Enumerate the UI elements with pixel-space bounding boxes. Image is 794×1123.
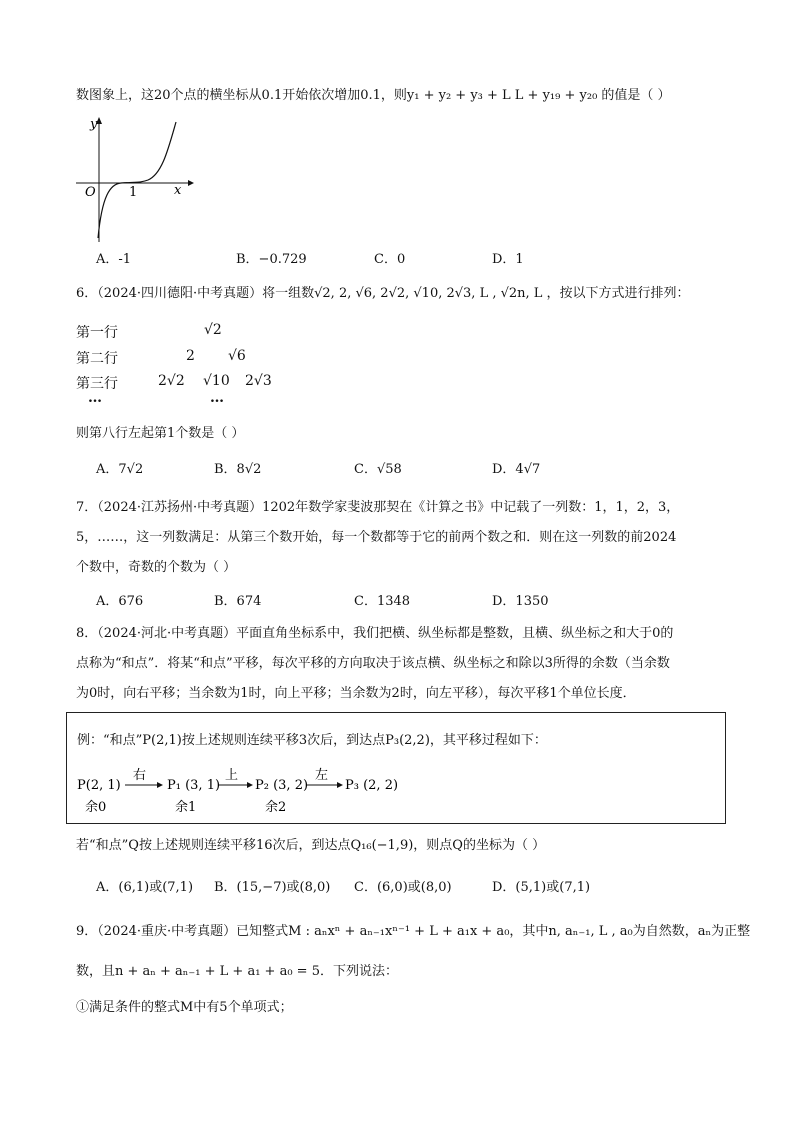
q6-stem: 6．（2024·四川德阳·中考真题）将一组数√2, 2, √6, 2√2, √10, 2√3, L , √2n, L ，按以下方式进行排列：: [76, 286, 690, 301]
q7-option-c: C．1348: [354, 594, 411, 609]
q9-line-1: 9．（2024·重庆·中考真题）已知整式M : aₙxⁿ + aₙ₋₁xⁿ⁻¹ + L + a₁x + a₀，其中n, aₙ₋₁, L , a₀为自然数，aₙ为正整: [76, 924, 751, 939]
q6-row-2-label: 第二行: [76, 351, 118, 367]
function-curve: [98, 122, 176, 238]
chain-point-p1: P₁ (3, 1): [167, 778, 221, 793]
q8-example-box: [66, 712, 726, 824]
q8-line-3: 为0时，向右平移；当余数为1时，向上平移；当余数为2时，向左平移），每次平移1个单位长度．: [76, 686, 636, 701]
q7-line-3: 个数中，奇数的个数为（ ）: [76, 560, 237, 575]
chain-remainder-0: 余0: [85, 800, 107, 815]
q6-option-a: A．7√2: [96, 462, 144, 477]
q6-row-3-item-3: 2√3: [245, 373, 272, 389]
y-axis-label: y: [90, 117, 98, 132]
q6-row-1-label: 第一行: [76, 325, 118, 341]
q5-stem: 数图象上，这20个点的横坐标从0.1开始依次增加0.1，则y₁ + y₂ + y₃ + L L + y₁₉ + y₂₀ 的值是（ ）: [76, 88, 671, 103]
q8-line-2: 点称为“和点”．将某“和点”平移，每次平移的方向取决于该点横、纵坐标之和除以3所得的余数（当余数: [76, 656, 670, 671]
cubic-function-graph: [76, 114, 196, 244]
q8-option-c: C．(6,0)或(8,0): [354, 880, 452, 895]
q5-option-d: D．1: [492, 252, 524, 267]
q7-option-d: D．1350: [492, 594, 549, 609]
q6-row-3-item-1: 2√2: [158, 373, 185, 389]
chain-point-p: P(2, 1): [77, 778, 121, 793]
arrow-head-2: [247, 782, 253, 788]
q8-option-b: B．(15,−7)或(8,0): [214, 880, 331, 895]
q6-row-3-label: 第三行: [76, 376, 118, 392]
q7-line-1: 7．（2024·江苏扬州·中考真题）1202年数学家斐波那契在《计算之书》中记载了一列数：1，1，2，3，: [76, 500, 680, 515]
chain-remainder-1: 余1: [175, 800, 197, 815]
x-axis-label: x: [174, 183, 182, 198]
q6-row-3-item-2: √10: [203, 373, 230, 389]
q8-option-d: D．(5,1)或(7,1): [492, 880, 591, 895]
q7-option-b: B．674: [214, 594, 262, 609]
q6-option-b: B．8√2: [214, 462, 262, 477]
q9-line-2: 数，且n + aₙ + aₙ₋₁ + L + a₁ + a₀ = 5．下列说法：: [76, 964, 398, 979]
chain-remainder-2: 余2: [265, 800, 287, 815]
arrow-label-right: 右: [133, 768, 147, 783]
q6-option-d: D．4√7: [492, 462, 541, 477]
origin-label: O: [85, 185, 96, 200]
q5-option-c: C．0: [374, 252, 406, 267]
chain-point-p3: P₃ (2, 2): [345, 778, 399, 793]
arrow-label-left: 左: [315, 768, 329, 783]
q8-line-1: 8．（2024·河北·中考真题）平面直角坐标系中，我们把横、纵坐标都是整数，且横、纵坐标之和大于0的: [76, 626, 674, 641]
q6-row-1-item-1: √2: [204, 322, 222, 338]
arrow-head-3: [337, 782, 343, 788]
q8-question: 若“和点”Q按上述规则连续平移16次后，到达点Q₁₆(−1,9)，则点Q的坐标为（ ）: [76, 838, 546, 853]
q8-example-text: 例：“和点”P(2,1)按上述规则连续平移3次后，到达点P₃(2,2)，其平移过程如下：: [77, 733, 547, 748]
x-axis-arrow: [188, 180, 194, 186]
q9-line-3: ①满足条件的整式M中有5个单项式；: [76, 1000, 293, 1015]
q5-option-a: A．-1: [96, 252, 132, 267]
arrow-head-1: [157, 782, 163, 788]
q7-option-a: A．676: [96, 594, 144, 609]
q8-translation-chain: [75, 763, 495, 819]
q6-row-2-item-2: √6: [228, 348, 246, 364]
arrow-label-up: 上: [225, 768, 239, 783]
q5-option-b: B．−0.729: [236, 252, 307, 267]
q7-line-2: 5，……，这一列数满足：从第三个数开始，每一个数都等于它的前两个数之和．则在这一列数的前2024: [76, 530, 677, 545]
q6-question: 则第八行左起第1个数是（ ）: [76, 426, 245, 441]
q6-row-2-item-1: 2: [186, 348, 195, 364]
q8-option-a: A．(6,1)或(7,1): [96, 880, 194, 895]
chain-point-p2: P₂ (3, 2): [255, 778, 309, 793]
q6-option-c: C．√58: [354, 462, 402, 477]
q6-ellipsis-right: …: [210, 390, 224, 406]
q6-ellipsis-left: …: [88, 390, 102, 406]
tick-label-1: 1: [129, 185, 138, 200]
